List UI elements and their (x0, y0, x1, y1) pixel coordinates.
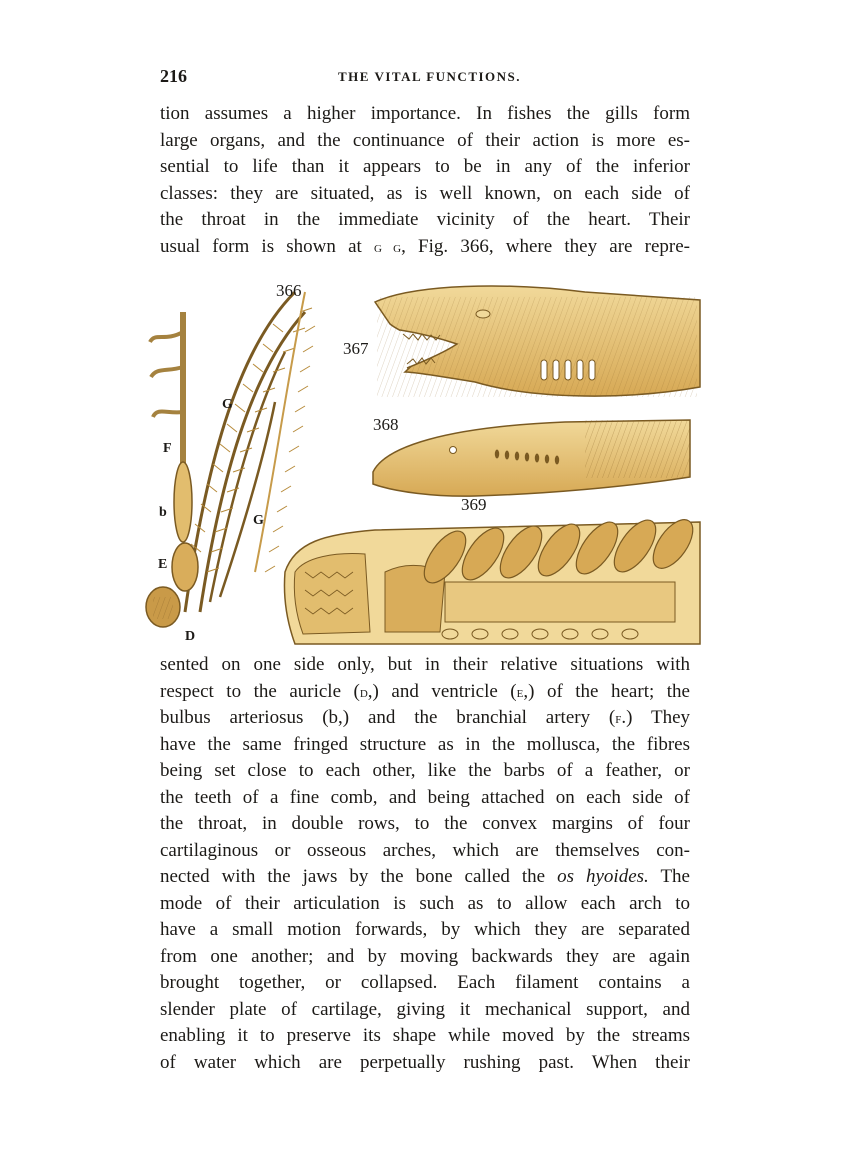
reference-e: e (516, 684, 524, 701)
text-line: from one another; and by moving backwards they are again (160, 945, 690, 967)
text-span: ,) and ventricle ( (367, 680, 517, 702)
text-line: the throat in the immediate vicinity of the heart. Their (160, 209, 690, 230)
text-line: slender plate of cartilage, giving it mechanical support, and (160, 998, 690, 1020)
text-span: nected with the jaws by the bone called the (160, 866, 558, 887)
text-line (160, 234, 690, 261)
label-g-lower: G (253, 513, 264, 528)
text-line: have the same fringed structure as in the mollusca, the fibres (160, 733, 690, 755)
text-span: .) They (621, 707, 690, 728)
reference-d: d (359, 684, 368, 701)
text-span: The (648, 866, 690, 887)
label-e: E (158, 557, 168, 572)
text-line (160, 679, 690, 706)
italic-term-os-hyoides: os hyoides. (557, 866, 649, 887)
figure-number-366: 366 (276, 281, 302, 300)
figure-number-369: 369 (461, 495, 487, 514)
text-line: of water which are perpetually rushing past. When their (160, 1051, 690, 1073)
text-line: being set close to each other, like the barbs of a feather, or (160, 760, 690, 781)
figure-369-lamprey-gill-dissection (284, 495, 700, 644)
running-head: THE VITAL FUNCTIONS. (338, 69, 522, 84)
paragraph-bottom (160, 652, 690, 1076)
text-line: large organs, and the continuance of their action is more es- (160, 129, 690, 151)
label-g-upper: G (222, 397, 233, 412)
text-line: the throat, in double rows, to the convex margins of four (160, 813, 690, 834)
figure-number-368: 368 (373, 415, 399, 434)
text-line: enabling it to preserve its shape while moved by the streams (160, 1025, 690, 1046)
text-span: bulbus arteriosus (b,) and the branchial artery ( (160, 707, 616, 728)
text-line: have a small motion forwards, by which they are separated (160, 919, 690, 940)
figure-reference-gg: g g (374, 239, 402, 256)
text-line: brought together, or collapsed. Each filament contains a (160, 972, 690, 993)
text-span: , Fig. 366, where they are repre- (401, 235, 691, 257)
text-line (160, 705, 690, 732)
reference-f: f (615, 711, 622, 727)
text-span: ,) of the heart; the (523, 680, 690, 702)
text-line: classes: they are situated, as is well known, on each side of (160, 182, 690, 204)
label-d: D (185, 629, 196, 644)
text-line: sented on one side only, but in their relative situations with (160, 654, 690, 675)
text-line: the teeth of a fine comb, and being attached on each side of (160, 786, 690, 808)
label-b: b (159, 505, 167, 520)
text-line (160, 864, 690, 891)
text-line: mode of their articulation is such as to allow each arch to (160, 892, 690, 914)
page-number: 216 (160, 66, 187, 86)
text-line: sential to life than it appears to be in any of the inferior (160, 156, 690, 177)
text-line: cartilaginous or osseous arches, which are themselves con- (160, 839, 690, 861)
text-span: usual form is shown at (160, 235, 374, 257)
text-span: respect to the auricle ( (160, 680, 360, 702)
label-f: F (163, 441, 172, 456)
text-line: tion assumes a higher importance. In fishes the gills form (160, 103, 690, 124)
figure-368-lamprey (373, 415, 690, 496)
fish-gill-illustration-plate (145, 272, 705, 650)
figure-367-shark-head (343, 286, 700, 397)
figure-number-367: 367 (343, 339, 369, 358)
paragraph-top (160, 101, 690, 260)
